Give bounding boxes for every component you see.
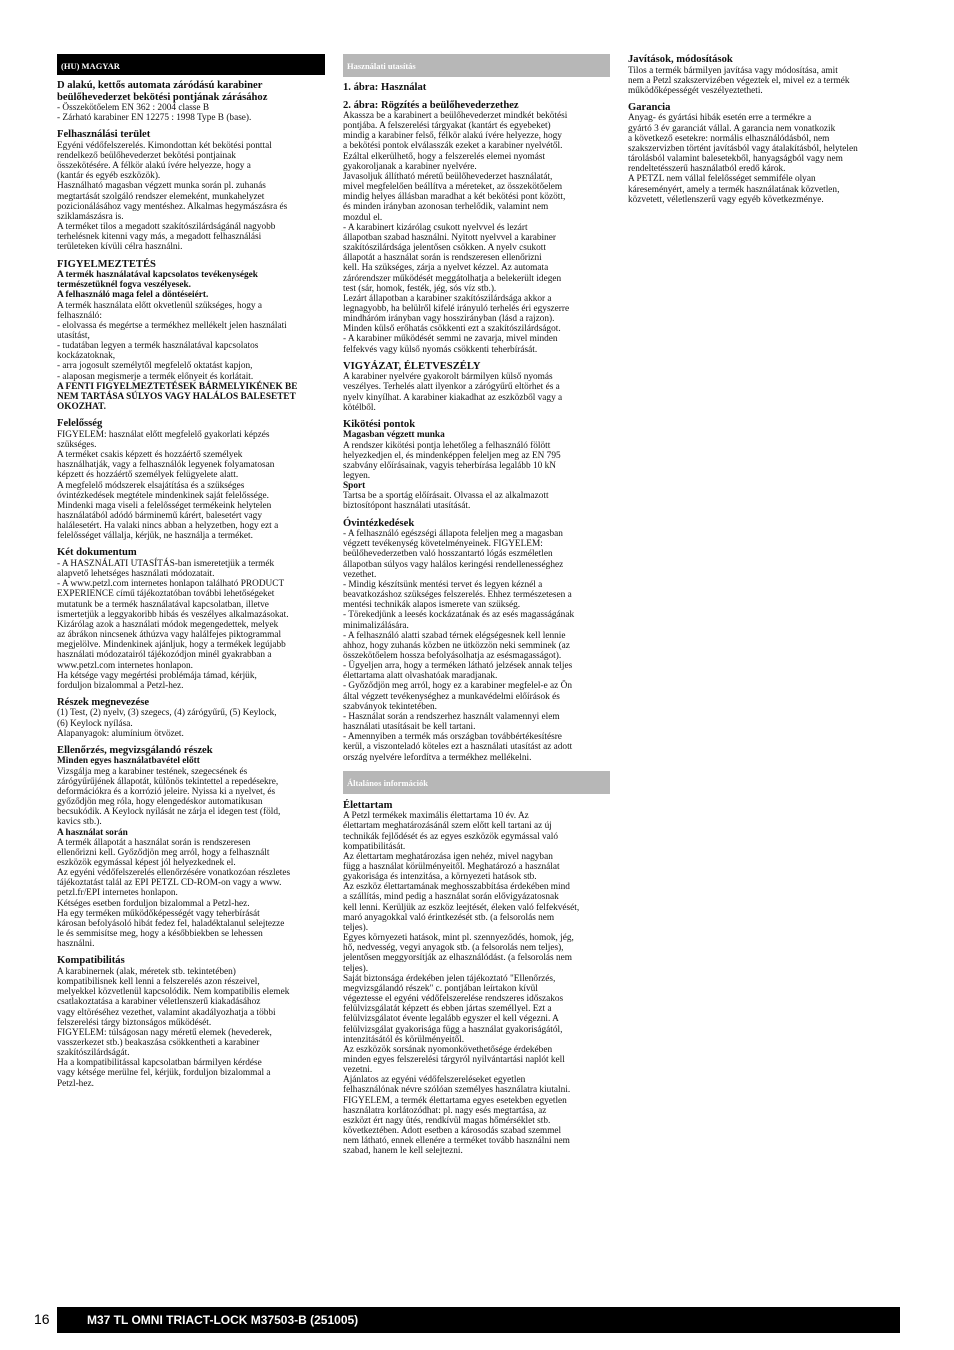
document-title-bar: M37 TL OMNI TRIACT-LOCK M37503-B (251005) <box>57 1307 900 1333</box>
precautions-text: - A felhasználó egészségi állapota feleljen meg a magasban végzett tevékenység követelményeinek. FIGYELEM: beülőhevederzetben való hosszantartó lógás eszméletlen állapotban súlyos vagy halálos keringési rendellenességhez vezethet. - Mindig készítsünk mentési tervet és legyen kéznél a beavatkozáshoz szükséges felszerelés. Ehhez természetesen a mentési technikák alapos ismerete van szükség. - Törekedjünk a leesés kockázatának és az esés magasságának minimalizálására. - A felhasználó alatti szabad térnek elégségesnek kell lennie ahhoz, hogy zuhanás közben ne ütközzön neki semminek (az összekötőelem hossza befolyásolhatja az esésmagasságot). - Ügyeljen arra, hogy a terméken látható jelzések annak teljes élettartama alatt olvashatóak maradjanak. - Győződjön meg arról, hogy ez a karabiner megfelel-e az Ön által végzett tevékenységhez a munkavédelmi előírások és szabványok tekintetében. - Használat során a rendszerhez használt valamennyi elem használati utasításait be kell tartani. - Amennyiben a termék más országban továbbértékesítésre kerül, a viszonteladó köteles ezt a használati utasítást az adott ország nyelvére lefordítva a termékhez mellékelni. <box>343 529 575 763</box>
inspection-subheading-1: Minden egyes használatbavétel előtt <box>57 756 200 767</box>
responsibility-heading: Felelősség <box>57 418 103 430</box>
column-3 <box>628 54 896 205</box>
warning-subheading-2: A felhasználó maga felel a döntéseiért. <box>57 290 209 301</box>
documents-heading: Két dokumentum <box>57 547 137 559</box>
inspection-subheading-2: A használat során <box>57 827 128 838</box>
language-bar: (HU) MAGYAR <box>57 54 325 75</box>
warning-text: A termék használata előtt okvetlenül szükséges, hogy a felhasználó: - elolvassa és megértse a termékhez mellékelt jelen használati utasítást, - tudatában legyen a termék használatával kapcsolatos kockázatoknak, - arra jogosult személytől megfelelő oktatást kapjon, - alaposan megismerje a termék előnyeit és korlátait. <box>57 300 287 382</box>
inspection-text-2: A termék állapotát a használat során is rendszeresen ellenőrizni kell. Győződjön meg arról, hogy a felhasznált eszközök egymással képest jól helyezkednek el. Az egyéni védőfelszerelés ellenőrzésére vonatkozóan részletes tájékoztatást talál az EPI PETZL CD-ROM-on vagy a www. petzl.fr/EPI internetes honlapon. Kétséges esetben forduljon bizalommal a Petzl-hez. Ha egy terméken működőképességét vagy teherbírását károsan befolyásoló hibát fedez fel, haladéktalanul selejtezze le és semmisítse meg, hogy a későbbiekben se lehessen használni. <box>57 837 291 950</box>
warning-heading: FIGYELMEZTETÉS <box>57 258 156 270</box>
parts-heading: Részek megnevezése <box>57 696 150 708</box>
warning-subheading-1: A termék használatával kapcsolatos tevékenységek természetüknél fogva veszélyesek. <box>57 270 258 291</box>
anchor-subheading-2: Sport <box>343 481 366 492</box>
column-2 <box>343 54 610 1157</box>
anchor-heading: Kikötési pontok <box>343 418 416 430</box>
figure-2-heading: 2. ábra: Rögzítés a beülőhevederzethez <box>343 99 519 111</box>
documents-text: - A HASZNÁLATI UTASÍTÁS-ban ismeretetjük a termék alapvető lehetséges használati módozatait. - A www.petzl.com internetes honlapon található PRODUCT EXPERIENCE című tájékoztatóban további lehetőségeket mutatunk be a termék használatával kapcsolatban, illetve ismertetjük a leggyakoribb hibás és veszélyes alkalmazásokat. Kizárólag azok a használati módok megengedettek, melyek az ábrákon nincsenek áthúzva vagy halálfejes piktogrammal megjelölve. Mindenkinek ajánljuk, hogy a termékek legújabb használati módozatairól tájékozódjon minél gyakrabban a www.petzl.com internetes honlapon. Ha kétsége vagy megértési problémája támad, kérjük, forduljon bizalommal a Petzl-hez. <box>57 558 289 691</box>
figure-2-text: Akassza be a karabinert a beülőhevederzet mindkét bekötési pontjába. A felszerelési tárgyakat (kantárt és egyebeket) mindig a karabiner felső, félkör alakú ívére helyezze, hogy a bekötési pontok elválasszák ezeket a karabiner nyelvétől. Ezáltal elkerülhető, hogy a felszerelés elemei nyomást gyakoroljanak a karabiner nyelvére. Javasoljuk állítható méretű beülőhevederzet használatát, mivel megfelelően beállítva a méreteket, az összekötőelem mindig helyes állásban maradhat a két bekötési pont között, és minden irányban azonosan terhelődik, valamint nem mozdul el. - A karabinert kizárólag csukott nyelvvel és lezárt állapotban szabad használni. Nyitott nyelvvel a karabiner szakítószilárdsága jelentősen csökken. A nyelv csukott állapotát a használat során is rendszeresen ellenőrizni kell. Ha szükséges, zárja a nyelvet kézzel. Az automata zárórendszer működését meggátolhatja a belekerült idegen test (sár, homok, festék, jég, sós víz stb.). Lezárt állapotban a karabiner szakítószilárdsága akkor a legnagyobb, ha belülről kifelé irányuló terhelés éri egyszerre mindháróm irányban vagy hosszirányban (lásd a rajzon). Minden külső erőhatás csökkenti ezt a szakítószilárdságot. - A karabiner működését semmi ne zavarja, mivel minden felfekvés vagy külső nyomás csökkenti teherbírását. <box>343 111 570 355</box>
precautions-heading: Óvintézkedések <box>343 517 415 529</box>
anchor-text-1: A rendszer kikötési pontja lehetőleg a felhasználó fölött helyezkedjen el, és mindenképpen feleljen meg az EN 795 szabvány előírásainak, vagyis teherbírása legalább 10 kN legyen. <box>343 440 561 481</box>
responsibility-text: FIGYELEM: használat előtt megfelelő gyakorlati képzés szükséges. A terméket csakis képzett és hozzáértő személyek használhatják, vagy a felhasználók legyenek folyamatosan képzett és hozzáértő személyek felügyelete alatt. A megfelelő módszerek elsajátítása és a szükséges óvintézkedések megtétele mindenkinek saját felelőssége. Mindenki maga viseli a felelősséget termékeink helytelen használatából adódó bárminemű kárért, balesetért vagy halálesetért. Ha valaki nincs abban a helyzetben, hogy ezt a felelősséget vállalja, kérjük, ne használja a terméket. <box>57 429 279 542</box>
lifetime-heading: Élettartam <box>343 799 393 811</box>
guarantee-heading: Garancia <box>628 101 671 113</box>
page-number: 16 <box>34 1311 50 1327</box>
warning-caps-text: A FENTI FIGYELMEZTETÉSEK BÁRMELYIKÉNEK BE NEM TARTÁSA SÚLYOS VAGY HALÁLOS BALESETET OKOZHAT. <box>57 381 298 413</box>
danger-text: A karabiner nyelvére gyakorolt bármilyen külső nyomás veszélyes. Terhelés alatt ilyenkor a zárógyűrű eltörhet és a nyelv kinyílhat. A karabiner kiakadhat az eszközből vagy a kötélből. <box>343 372 563 413</box>
parts-text: (1) Test, (2) nyelv, (3) szegecs, (4) zárógyűrű, (5) Keylock, (6) Keylock nyílása. Alapanyagok: alumínium ötvözet. <box>57 708 277 739</box>
scope-text: Egyéni védőfelszerelés. Kimondottan két bekötési ponttal rendelkező beülőhevederzet bekötési pontjainak összekötésére. A félkör alakú ívére helyezze, hogy a (kantár és egyéb eszközök). Használható magasban végzett munka során pl. zuhanás megtartását szolgáló rendszer elemeként, munkahelyzet pozicionálásához vagy mentéshez. Alkalmas hegymászásra és sziklamászásra is. A terméket tilos a megadott szakítószilárdságánál nagyobb terhelésnek kitenni vagy más, a megadott felhasználási területeken kívüli célra használni. <box>57 140 288 253</box>
repair-heading: Javítások, módosítások <box>628 54 733 65</box>
norms-text: - Összekötőelem EN 362 : 2004 classe B - Zárható karabiner EN 12275 : 1998 Type B (base). <box>57 103 252 124</box>
inspection-heading: Ellenőrzés, megvizsgálandó részek <box>57 744 213 756</box>
footer <box>0 1307 954 1333</box>
anchor-text-2: Tartsa be a sportág előírásait. Olvassa el az alkalmazott biztosítópont használati utasítását. <box>343 491 549 512</box>
danger-heading: VIGYÁZAT, ÉLETVESZÉLY <box>343 360 481 372</box>
figure-1-heading: 1. ábra: Használat <box>343 82 427 93</box>
product-title: D alakú, kettős automata záródású karabiner beülőhevederzet bekötési pontjának zárásához <box>57 80 268 103</box>
compatibility-text: A karabinernek (alak, méretek stb. tekintetében) kompatibilisnek kell lenni a felszerelés azon részeivel, melyekkel közvetlenül kapcsolódik. Nem kompatibilis elemek csatlakoztatása a karabiner véletlenszerű kiakadásához vagy eltöréséhez vezethet, valamint akadályozhatja a többi felszerelési tárgy biztonságos működését. FIGYELEM: túlságosan nagy méretű elemek (hevederek, vasszerkezet stb.) beakaszása csökkentheti a karabiner szakítószilárdságát. Ha a kompatibilitással kapcsolatban bármilyen kérdése vagy kétsége merülne fel, kérjük, forduljon bizalommal a Petzl-hez. <box>57 966 290 1089</box>
scope-heading: Felhasználási terület <box>57 129 151 141</box>
lifetime-text: A Petzl termékek maximális élettartama 10 év. Az élettartam meghatározásánál szem előtt kell tartani az új technikák fejlődését és az egyes eszközök egymással való kompatibilitását. Az élettartam meghatározása igen nehéz, mivel nagyban függ a használat körülményeitől. Meghatározó a használat gyakorisága és intenzitása, a környezeti hatások stb. Az eszköz élettartamának meghosszabbítása érdekében mind a szállítás, mind pedig a használat során elővigyázatosnak kell lenni. Kerüljük az eszköz leejtését, éleken való felfekvését, maró anyagokkal való érintkezését stb. (a felsorolás nem teljes). Egyes környezeti hatások, mint pl. szennyeződés, homok, jég, hő, nedvesség, vegyi anyagok stb. (a felsorolás nem teljes), jelentősen meggyorsítják az elhasználódást. (a felsorolás nem teljes). Saját biztonsága érdekében jelen tájékoztató "Ellenőrzés, megvizsgálandó részek" c. pontjában leírtakon kívül végeztesse el egyéni védőfelszerelése rendszeres időszakos felülvizsgálatát képzett és ebben jártas személlyel. Ezt a felülvizsgálatot évente legalább egyszer el kell végezni. A felülvizsgálat gyakorisága függ a használat gyakoriságától, intenzitásától és körülményeitől. Az eszközök sorsának nyomonkövethetősége érdekében minden egyes felszerelési tárgyról nyilvántartási naplót kell vezetni. Ajánlatos az egyéni védőfelszereléseket egyetlen felhasználónak névre szólóan személyes használatra kiutalni. FIGYELEM, a termék élettartama egyes esetekben egyetlen használatra korlátozódhat: pl. nagy esés megtartása, az eszközt ért nagy ütés, rendkívül magas hőmérséklet stb. következtében. Adott esetben a károsodás szabad szemmel nem látható, ennek ellenére a terméket tovább használni nem szabad, hanem le kell selejtezni. <box>343 811 580 1157</box>
repair-text: Tilos a termék bármilyen javítása vagy módosítása, amit nem a Petzl szakszervizében végeztek el, mivel ez a termék működőképességét veszélyeztetheti. <box>628 65 850 96</box>
column-1 <box>57 54 325 1089</box>
anchor-subheading-1: Magasban végzett munka <box>343 430 445 441</box>
inspection-text-1: Vizsgálja meg a karabiner testének, szegecsének és zárógyűrűjének állapotát, különös tekintettel a repedésekre, deformációkra és a korrózió jeleire. Nyissa ki a nyelvet, és győződjön meg róla, hogy elengedéskor automatikusan becsukódik. A Keylock nyílását ne zárja el idegen test (föld, kavics stb.). <box>57 766 281 828</box>
compatibility-heading: Kompatibilitás <box>57 955 125 967</box>
general-info-bar: Általános információk <box>343 771 610 794</box>
guarantee-text: Anyag- és gyártási hibák esetén erre a termékre a gyártó 3 év garanciát vállal. A garancia nem vonatkozik a következő esetekre: normális elhasználódásból, nem szakszervizben történt javításból vagy átalakításból, helytelen tárolásból valamint balesetekből, hanyagságból vagy nem rendeltetésszerű használatból eredő károk. A PETZL nem vállal felelősséget semmiféle olyan káreseményért, amely a termék használatának közvetlen, közvetett, véletlenszerű vagy egyéb következménye. <box>628 113 858 205</box>
usage-bar: Használati utasítás <box>343 54 610 77</box>
